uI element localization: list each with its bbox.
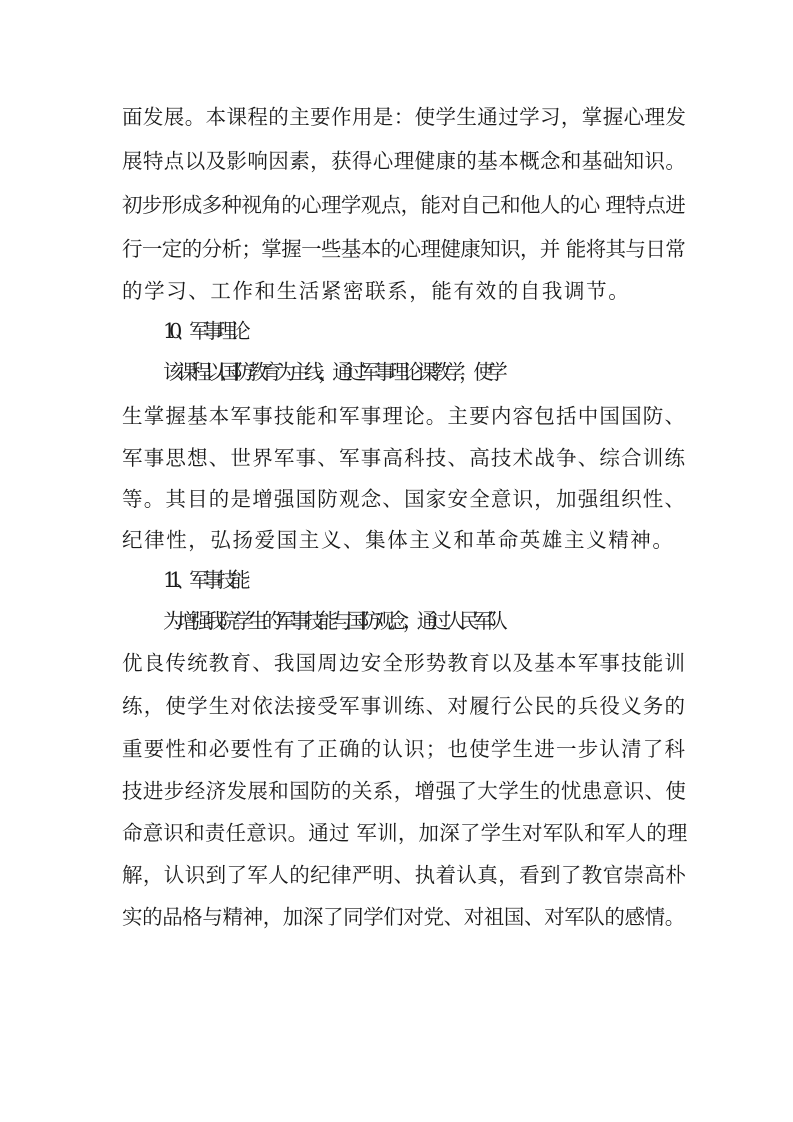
section-heading-military-theory: 10、军事理论 [163, 319, 244, 343]
paragraph-line: 命意识和责任意识。通过 军训，加深了学生对军队和军人的理 [122, 821, 688, 845]
paragraph-line: 行一定的分析；掌握一些基本的心理健康知识，并 能将其与日常 [122, 237, 686, 261]
paragraph-line: 纪律性，弘扬爱国主义、集体主义和革命英雄主义精神。 [122, 528, 675, 552]
paragraph-line: 该课程以国防教育为主线，通过军事理论课教学，使学 [163, 360, 502, 384]
paragraph-line: 面发展。本课程的主要作用是：使学生通过学习，掌握心理发 [122, 105, 687, 129]
paragraph-line: 的学习、工作和生活紧密联系，能有效的自我调节。 [122, 279, 631, 303]
paragraph-line: 等。其目的是增强国防观念、国家安全意识，加强组织性、 [122, 487, 687, 511]
paragraph-line: 展特点以及影响因素，获得心理健康的基本概念和基础知识。 [122, 149, 687, 173]
paragraph-line: 军事思想、世界军事、军事高科技、高技术战争、综合训练 [122, 446, 687, 470]
paragraph-line: 解，认识到了军人的纪律严明、执着认真，看到了教官崇高朴 [122, 863, 687, 887]
paragraph-line: 为增强我院学生的军事技能与国防观念，通过人民军队 [163, 609, 502, 633]
paragraph-line: 实的品格与精神，加深了同学们对党、对祖国、对军队的感情。 [122, 905, 685, 929]
paragraph-line: 练，使学生对依法接受军事训练、对履行公民的兵役义务的 [122, 694, 687, 718]
paragraph-line: 技进步经济发展和国防的关系，增强了大学生的忧患意识、使 [122, 779, 687, 803]
section-heading-military-skills: 11、军事技能 [163, 568, 244, 592]
paragraph-line: 优良传统教育、我国周边安全形势教育以及基本军事技能训 [122, 651, 687, 675]
paragraph-line: 初步形成多种视角的心理学观点，能对自己和他人的心 理特点进 [122, 193, 686, 217]
paragraph-line: 生掌握基本军事技能和军事理论。主要内容包括中国国防、 [122, 404, 687, 428]
paragraph-line: 重要性和必要性有了正确的认识；也使学生进一步认清了科 [122, 737, 687, 761]
